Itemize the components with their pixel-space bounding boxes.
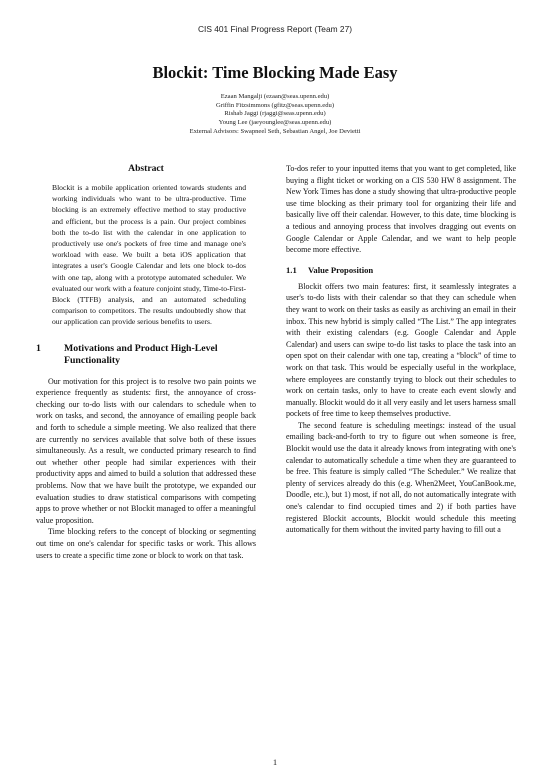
author-line: Ezaan Mangalji (ezaan@seas.upenn.edu) (220, 93, 330, 100)
paper-title: Blockit: Time Blocking Made Easy (152, 63, 398, 82)
author-line: Young Lee (jaeyounglee@seas.upenn.edu) (218, 119, 332, 127)
section-number: 1 (36, 342, 41, 354)
running-header: CIS 401 Final Progress Report (Team 27) (197, 24, 353, 34)
section-title: Motivations and Product High-Level Functionality (64, 342, 218, 367)
right-column (286, 163, 516, 536)
subsection-number: 1.1 (286, 264, 297, 275)
body-paragraph: To-dos refer to your inputted items that you want to get completed, like buying a flight ticket or working on a CIS 530 HW 8 assignment. The New York Times has done a study showing that ultra-productive people use time blocking as their primary tool for organizing their life and basically live off their calendar. However, to this date, time blocking is a tedious and annoying process that involves dragging out events on Google Calendar or Apple Calendar, and we want to help people become more effective. (286, 164, 516, 255)
author-block (0, 93, 550, 137)
left-column (36, 163, 256, 561)
advisors-line: External Advisors: Swapneel Seth, Sebastian Angel, Joe Devietti (189, 127, 361, 135)
body-paragraph: Our motivation for this project is to resolve two pain points we experience frequently as students: first, the annoyance of cross-checking our to-do lists with our calendars to schedule when to work on tasks, and second, the annoyance of emailing people back and forth to schedule a simple meeting. We also realized that there are currently no services available that solve both of these issues simultaneously. As a result, we conducted primary research to find out whether other people had similar experiences with their productivity apps and aimed to build a solution that addressed these problems. Now that we have built the prototype, we expanded our evaluation studies to draw statistical comparisons with competing apps to prove whether or not Blockit managed to offer a meaningful value proposition. (36, 376, 256, 525)
author-line: Rishab Jaggi (rjaggi@seas.upenn.edu) (224, 110, 326, 118)
body-paragraph: Time blocking refers to the concept of blocking or segmenting out time on one's calendar for specific tasks or work. This allows users to create a specific time zone or block to work on that task. (36, 527, 256, 560)
subsection-heading (286, 265, 516, 275)
abstract-heading: Abstract (128, 163, 164, 174)
body-paragraph: The second feature is scheduling meetings: instead of the usual emailing back-and-forth to try to figure out when someone is free, Blockit would use the data it already knows from integrating with one's calendar to automatically schedule a time when they are guaranteed to be free. This feature is simply called “The Scheduler.” We realize that plenty of services already do this (e.g. When2Meet, YouCanBook.me, Doodle, etc.), but 1) most, if not all, do not automatically integrate with one's calendar to find occupied times and 2) if both parties have registered Blockit accounts, Blockit would schedule this meeting automatically for them without the invited party having to fill out a (286, 420, 516, 535)
author-line: Griffin Fitzsimmons (gfitz@seas.upenn.edu) (215, 101, 335, 109)
body-paragraph: Blockit offers two main features: first, it seamlessly integrates a user's to-do lists with their calendar so that they can schedule when they want to work on their tasks as easily as archiving an email in their inbox. This new hybrid is simply called “The List.” The app integrates with their existing calendars (e.g. Google Calendar and Apple Calendar) and users can swipe to-do list tasks to place the task into an open spot on their calendar with one tap, creating a “block” of time to work on that task. This would be especially useful in the workplace, where employees are constantly trying to block out their schedules to work on certain tasks, only to have to create each event slowly and manually. Blockit would do it all very easily and let users harness small pockets of free time to keep themselves productive. (286, 281, 516, 419)
page-number: 1 (272, 757, 278, 767)
abstract-text: Blockit is a mobile application oriented towards students and working individuals who want to be ultra-productive. Time blocking is an extremely effective method to stay productive and efficient, but the process is a pain. Our project combines both the to-do list with the calendar in one application to productively use one's pockets of free time and manage one's workload with ease. We built a beta iOS application that integrates a user's Google Calendar and lets one block to-dos with one tap, along with a prototype automated scheduler. We evaluated our work with a feature conjoint study, Time-to-First-Block (TTFB) analysis, and an automated scheduling comparison to competitors. The results undoubtedly show that our application can provide serious benefits to users. (52, 183, 246, 327)
section-heading (36, 343, 256, 368)
subsection-title: Value Proposition (308, 264, 374, 275)
